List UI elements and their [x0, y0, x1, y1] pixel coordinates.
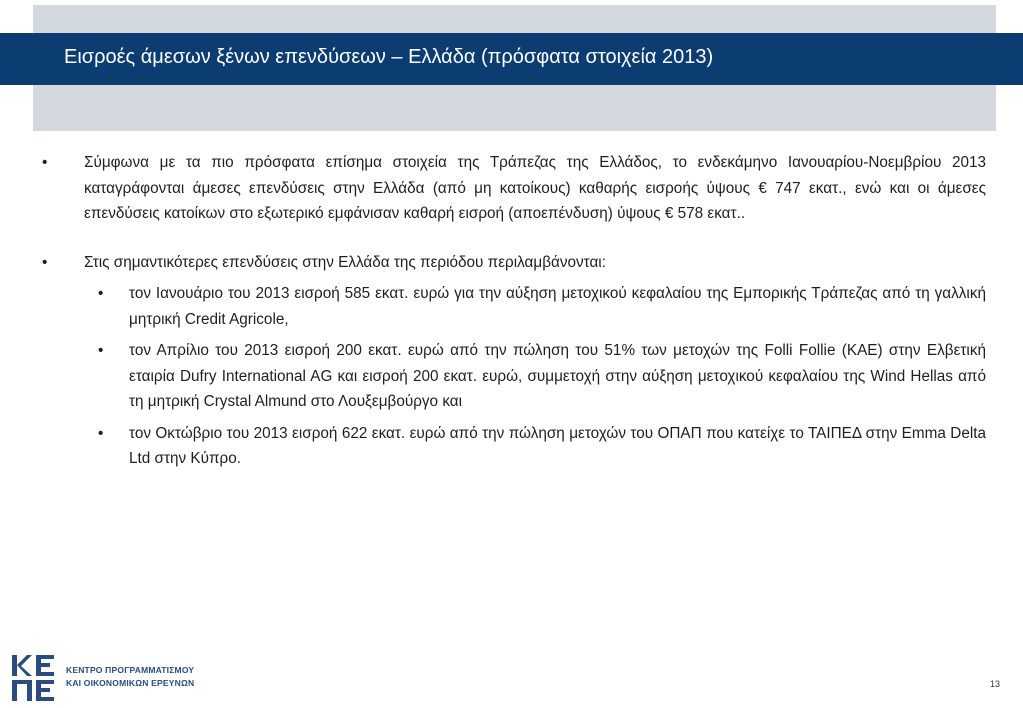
bullet-icon: •	[42, 154, 48, 171]
sub-bullet-item	[42, 338, 986, 415]
slide-title: Εισροές άμεσων ξένων επενδύσεων – Ελλάδα (πρόσφατα στοιχεία 2013)	[64, 46, 714, 68]
sub-bullet-icon: •	[98, 424, 104, 442]
slide-content	[42, 150, 986, 472]
bullet-text: Σύμφωνα με τα πιο πρόσφατα επίσημα στοιχεία της Τράπεζας της Ελλάδος, το ενδεκάμηνο Ιανουαρίου-Νοεμβρίου 2013 καταγράφονται άμεσες επενδύσεις στην Ελλάδα (από μη κατοίκους) καθαρής εισροής ύψους € 747 εκατ., ενώ και οι άμεσες επενδύσεις κατοίκων στο εξωτερικό εμφάνισαν καθαρή εισροή (αποεπένδυση) ύψους € 578 εκατ..	[84, 154, 986, 222]
logo-text-line1: ΚΕΝΤΡΟ ΠΡΟΓΡΑΜΜΑΤΙΣΜΟΥ	[66, 665, 195, 675]
sub-bullet-icon: •	[98, 342, 104, 359]
bullet-text: Στις σημαντικότερες επενδύσεις στην Ελλάδα της περιόδου περιλαμβάνονται:	[84, 253, 606, 271]
kepe-logo-icon	[10, 653, 58, 703]
sub-bullet-item	[42, 281, 986, 332]
page-number: 13	[990, 679, 1001, 689]
sub-bullet-item	[42, 421, 986, 472]
bullet-item	[42, 250, 986, 276]
sub-bullet-icon: •	[98, 285, 104, 302]
bullet-item	[42, 150, 986, 227]
kepe-logo	[10, 653, 220, 703]
sub-bullet-text: τον Απρίλιο του 2013 εισροή 200 εκατ. ευρώ από την πώληση του 51% των μετοχών της Folli Follie (ΚΑΕ) στην Ελβετική εταιρία Dufry International AG και εισροή 200 εκατ. ευρώ, συμμετοχή στην αύξηση μετοχικού κεφαλαίου της Wind Hellas από τη μητρική Crystal Almund στο Λουξεμβούργο και	[129, 342, 986, 410]
bullet-icon: •	[42, 253, 48, 271]
sub-bullet-text: τον Ιανουάριο του 2013 εισροή 585 εκατ. ευρώ για την αύξηση μετοχικού κεφαλαίου της Εμπορικής Τράπεζας από τη γαλλική μητρική Credit Agricole,	[129, 285, 986, 328]
sub-bullet-text: τον Οκτώβριο του 2013 εισροή 622 εκατ. ευρώ από την πώληση μετοχών του ΟΠΑΠ που κατείχε το ΤΑΙΠΕΔ στην Emma Delta Ltd στην Κύπρο.	[129, 424, 986, 467]
logo-text-line2: ΚΑΙ ΟΙΚΟΝΟΜΙΚΩΝ ΕΡΕΥΝΩΝ	[66, 678, 195, 688]
